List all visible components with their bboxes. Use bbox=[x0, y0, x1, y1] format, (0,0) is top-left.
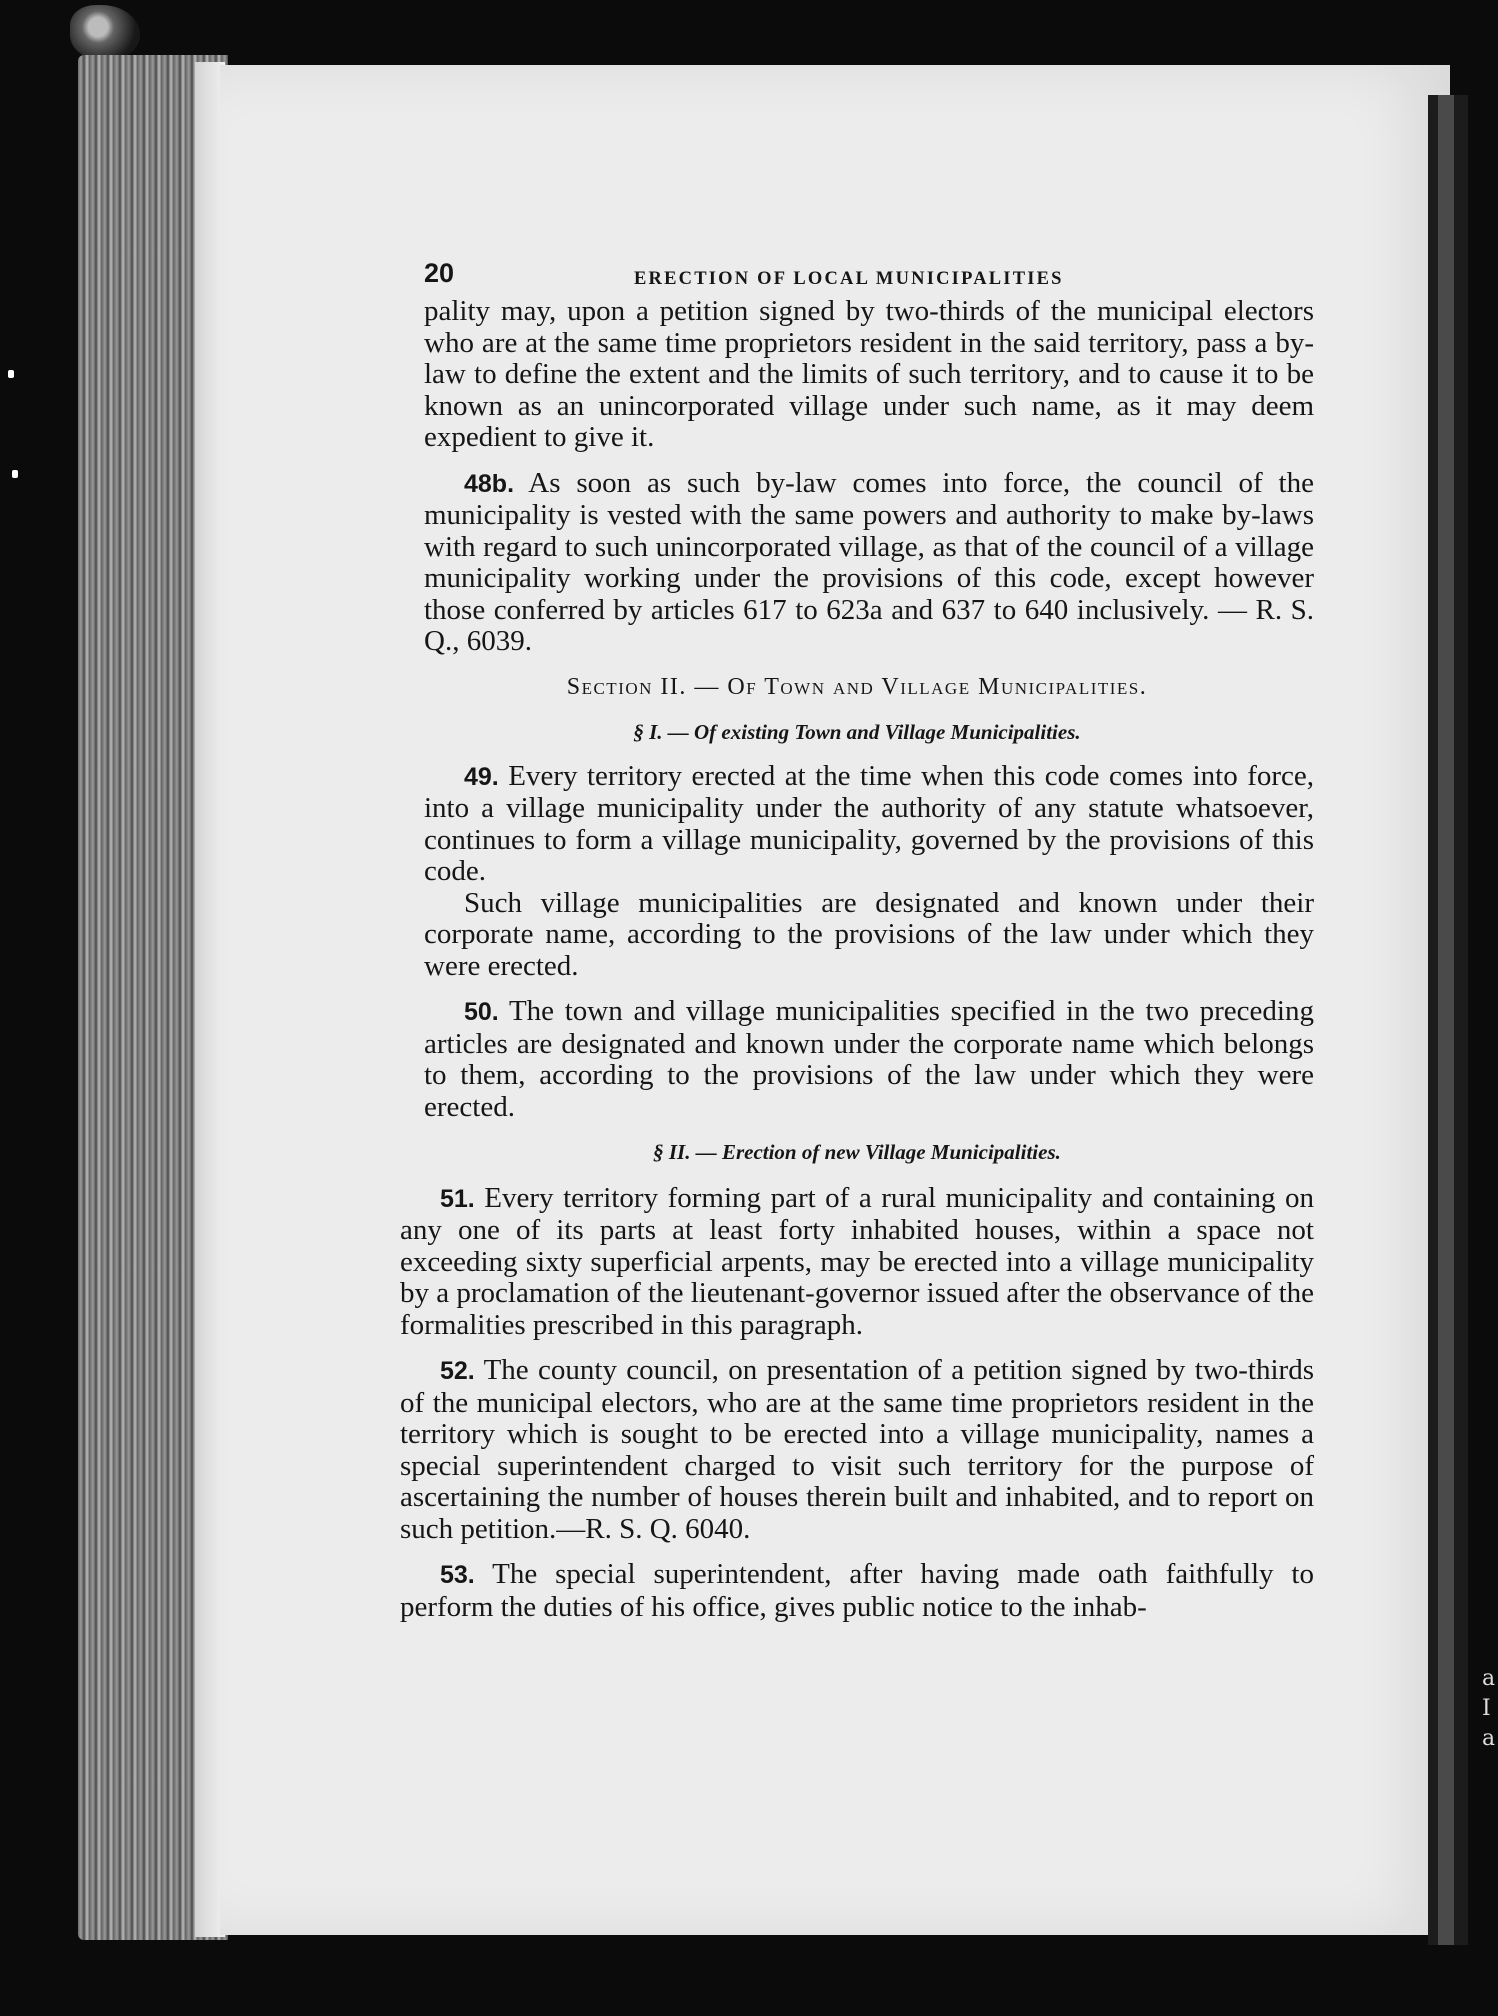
article-number: 50. bbox=[464, 998, 499, 1026]
running-head bbox=[424, 256, 1314, 296]
article-51 bbox=[400, 1183, 1314, 1342]
article-number: 52. bbox=[440, 1357, 475, 1385]
page-number: 20 bbox=[424, 258, 455, 288]
subsection-heading: § II. — Erection of new Village Municipalities. bbox=[653, 1140, 1061, 1164]
article-49-continued: Such village municipalities are designated and known under their corporate name, according to the provisions of the law under which they were erected. bbox=[424, 886, 1314, 982]
article-text: As soon as such by-law comes into force, the council of the municipality is vested with the same powers and authority to make by-laws with regard to such unincorporated village, as that of the council of a village municipality working under the provisions of this code, except however those conferred by articles 617 to 623a and 637 to 640 inclusively. — R. S. Q., 6039. bbox=[424, 466, 1314, 657]
article-text: The town and village municipalities specified in the two preceding articles are designated and known under the corporate name which belongs to them, according to the provisions of the law under which they were erected. bbox=[424, 995, 1314, 1123]
article-text: The special superintendent, after having made oath faithfully to perform the duties of his office, gives public notice to the inhab- bbox=[400, 1558, 1314, 1623]
article-text: Every territory forming part of a rural municipality and containing on any one of its parts at least forty inhabited houses, within a space not exceeding sixty superficial arpents, may be erected into a village municipality by a proclamation of the lieutenant-governor issued after the observance of the formalities prescribed in this paragraph. bbox=[400, 1181, 1314, 1341]
article-number: 53. bbox=[440, 1561, 475, 1589]
facing-page-gutter bbox=[1428, 95, 1468, 1945]
article-52 bbox=[400, 1355, 1314, 1545]
scan-artifact bbox=[8, 370, 14, 378]
article-48b bbox=[424, 468, 1314, 658]
running-title: ERECTION OF LOCAL MUNICIPALITIES bbox=[634, 269, 1064, 289]
facing-page-letter: a bbox=[1482, 1666, 1496, 1691]
article-text: Every territory erected at the time when this code comes into force, into a village municipality under the authority of any statute whatsoever, continues to form a village municipality, governed by the provisions of this code. bbox=[424, 759, 1315, 887]
article-53 bbox=[400, 1559, 1314, 1623]
article-text: The county council, on presentation of a petition signed by two-thirds of the municipal electors, who are at the same time proprietors resident in the territory which is sought to be erected into a village municipality, names a special superintendent charged to visit such territory for the purpose of ascertaining the number of houses therein built and inhabited, and to report on such petition.—R. S. Q. 6040. bbox=[400, 1354, 1314, 1545]
page-text bbox=[400, 256, 1314, 1623]
article-number: 51. bbox=[440, 1184, 475, 1213]
article-49 bbox=[424, 761, 1314, 888]
section-heading: Section II. — Of Town and Village Municipalities. bbox=[566, 673, 1148, 700]
subsection-heading: § I. — Of existing Town and Village Municipalities. bbox=[633, 720, 1081, 744]
article-number: 49. bbox=[464, 762, 499, 791]
facing-page-letter: a bbox=[1482, 1726, 1496, 1751]
article-number: 48b. bbox=[464, 469, 515, 498]
facing-page-letter: I bbox=[1482, 1696, 1491, 1721]
intro-paragraph: pality may, upon a petition signed by two-thirds of the municipal electors who are at the same time proprietors resident in the said territory, pass a by-law to define the extent and the limits of such territory, and to cause it to be known as an unincorporated village under such name, as it may deem expedient to give it. bbox=[424, 295, 1314, 453]
scan-artifact bbox=[12, 470, 18, 478]
scan-artifact bbox=[70, 5, 140, 60]
article-50 bbox=[424, 996, 1314, 1123]
